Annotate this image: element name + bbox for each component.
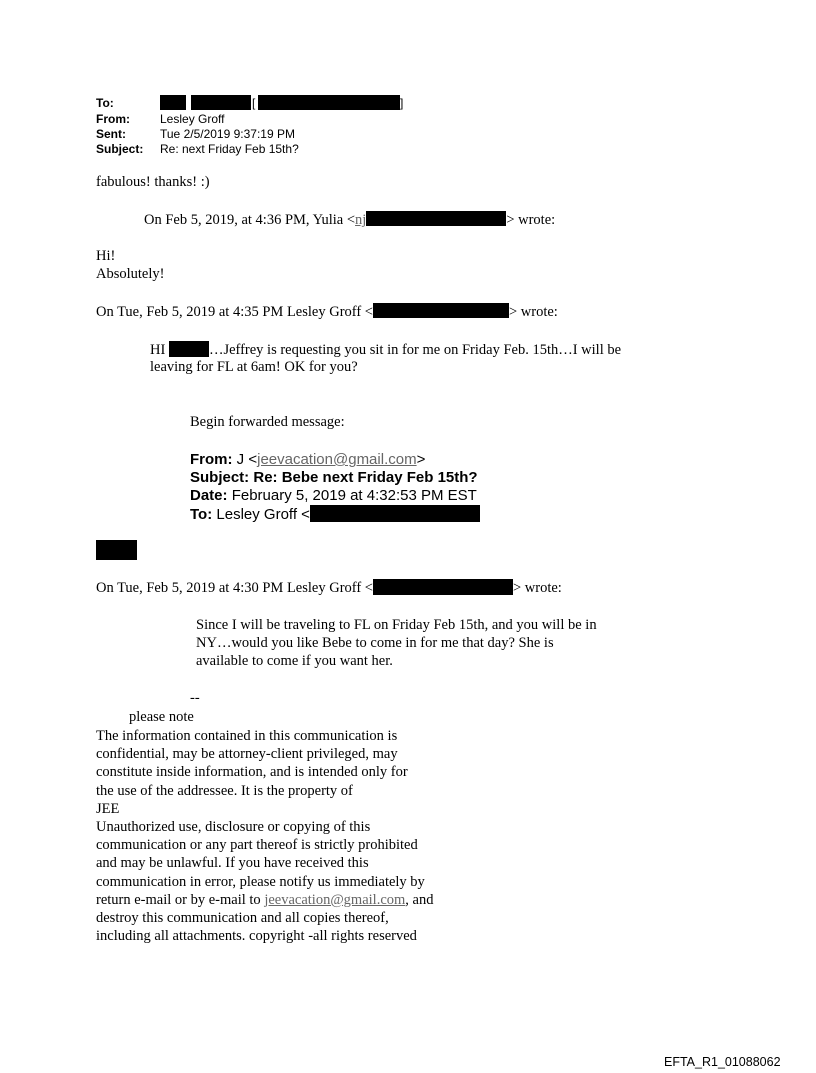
redaction-bar [310,505,480,522]
greeting: Hi! [96,248,116,264]
redaction-bar [366,211,506,226]
fwd-from-suffix: > [416,451,426,468]
quote-header-lesley-430 [96,579,562,597]
sent-value: Tue 2/5/2019 9:37:19 PM [160,127,295,141]
disclaimer-line: including all attachments. copyright -all rights reserved [96,928,417,945]
signature-dashes: -- [190,690,200,706]
disclaimer-line: and may be unlawful. If you have received this [96,855,369,872]
from-label: From: [96,112,130,126]
forwarded-subject [190,469,478,486]
disclaimer-text: return e-mail or by e-mail to [96,891,265,908]
msg-hi: HI [150,342,166,358]
message-line: leaving for FL at 6am! OK for you? [150,359,358,375]
sent-label: Sent: [96,127,126,141]
quote-prefix: On Feb 5, 2019, at 4:36 PM, Yulia < [144,212,356,228]
quote-prefix: On Tue, Feb 5, 2019 at 4:35 PM Lesley Groff < [96,304,373,320]
disclaimer-line: JEE [96,800,120,817]
to-close-bracket: ] [400,96,404,110]
quote-header-yulia [144,211,555,229]
message-line [150,341,621,359]
quote-suffix: > wrote: [506,212,556,228]
reply-line: fabulous! thanks! :) [96,174,210,190]
quote-suffix: > wrote: [508,304,558,320]
message-line: Since I will be traveling to FL on Friday Feb 15th, and you will be in [196,617,597,633]
redaction-bar [373,303,509,318]
fwd-subject-value: Re: Bebe next Friday Feb 15th? [253,469,478,486]
disclaimer [96,727,433,945]
disclaimer-line: Unauthorized use, disclosure or copying of this [96,819,371,836]
please-note: please note [129,709,194,725]
disclaimer-line: communication or any part thereof is strictly prohibited [96,837,418,854]
message-line: available to come if you want her. [196,653,393,669]
fwd-date-label: Date: [190,487,228,504]
subject-label: Subject: [96,142,144,156]
quote-prefix: On Tue, Feb 5, 2019 at 4:30 PM Lesley Groff < [96,580,373,596]
fwd-from-prefix: J < [236,451,258,468]
disclaimer-line: the use of the addressee. It is the property of [96,782,353,799]
document-id: EFTA_R1_01088062 [664,1055,781,1069]
redaction-bar [96,540,137,560]
disclaimer-line: destroy this communication and all copies thereof, [96,910,389,927]
disclaimer-line: constitute inside information, and is intended only for [96,764,408,781]
disclaimer-line: The information contained in this communication is [96,728,398,744]
forwarded-to [190,505,480,523]
to-label: To: [96,96,114,110]
quote-suffix: > wrote: [512,580,562,596]
disclaimer-line: confidential, may be attorney-client privileged, may [96,746,398,763]
disclaimer-line: communication in error, please notify us immediately by [96,873,425,890]
fwd-from-label: From: [190,451,233,468]
fwd-subject-label: Subject: [190,469,250,486]
subject-value: Re: next Friday Feb 15th? [160,142,299,156]
email-link[interactable]: jeevacation@gmail.com [264,891,406,908]
email-link[interactable]: nj [355,212,367,228]
redaction-bar [169,341,209,357]
email-link[interactable]: jeevacation@gmail.com [257,451,417,468]
forwarded-from [190,451,425,468]
fwd-to-label: To: [190,506,213,523]
from-value: Lesley Groff [160,112,225,126]
redaction-bar [160,95,186,110]
to-open-bracket: [ [252,96,256,110]
message-line: NY…would you like Bebe to come in for me that day? She is [196,635,554,651]
disclaimer-text: , and [405,891,434,908]
quote-header-lesley-435 [96,303,558,321]
begin-forwarded-label: Begin forwarded message: [190,414,345,430]
disclaimer-line [96,891,433,909]
absolutely-line: Absolutely! [96,266,165,282]
fwd-to-value: Lesley Groff < [216,506,310,523]
redaction-bar [191,95,251,110]
fwd-date-value: February 5, 2019 at 4:32:53 PM EST [231,487,477,504]
forwarded-date [190,487,477,504]
msg-text: …Jeffrey is requesting you sit in for me on Friday Feb. 15th…I will be [208,342,622,358]
redaction-bar [258,95,400,110]
redaction-bar [373,579,513,595]
